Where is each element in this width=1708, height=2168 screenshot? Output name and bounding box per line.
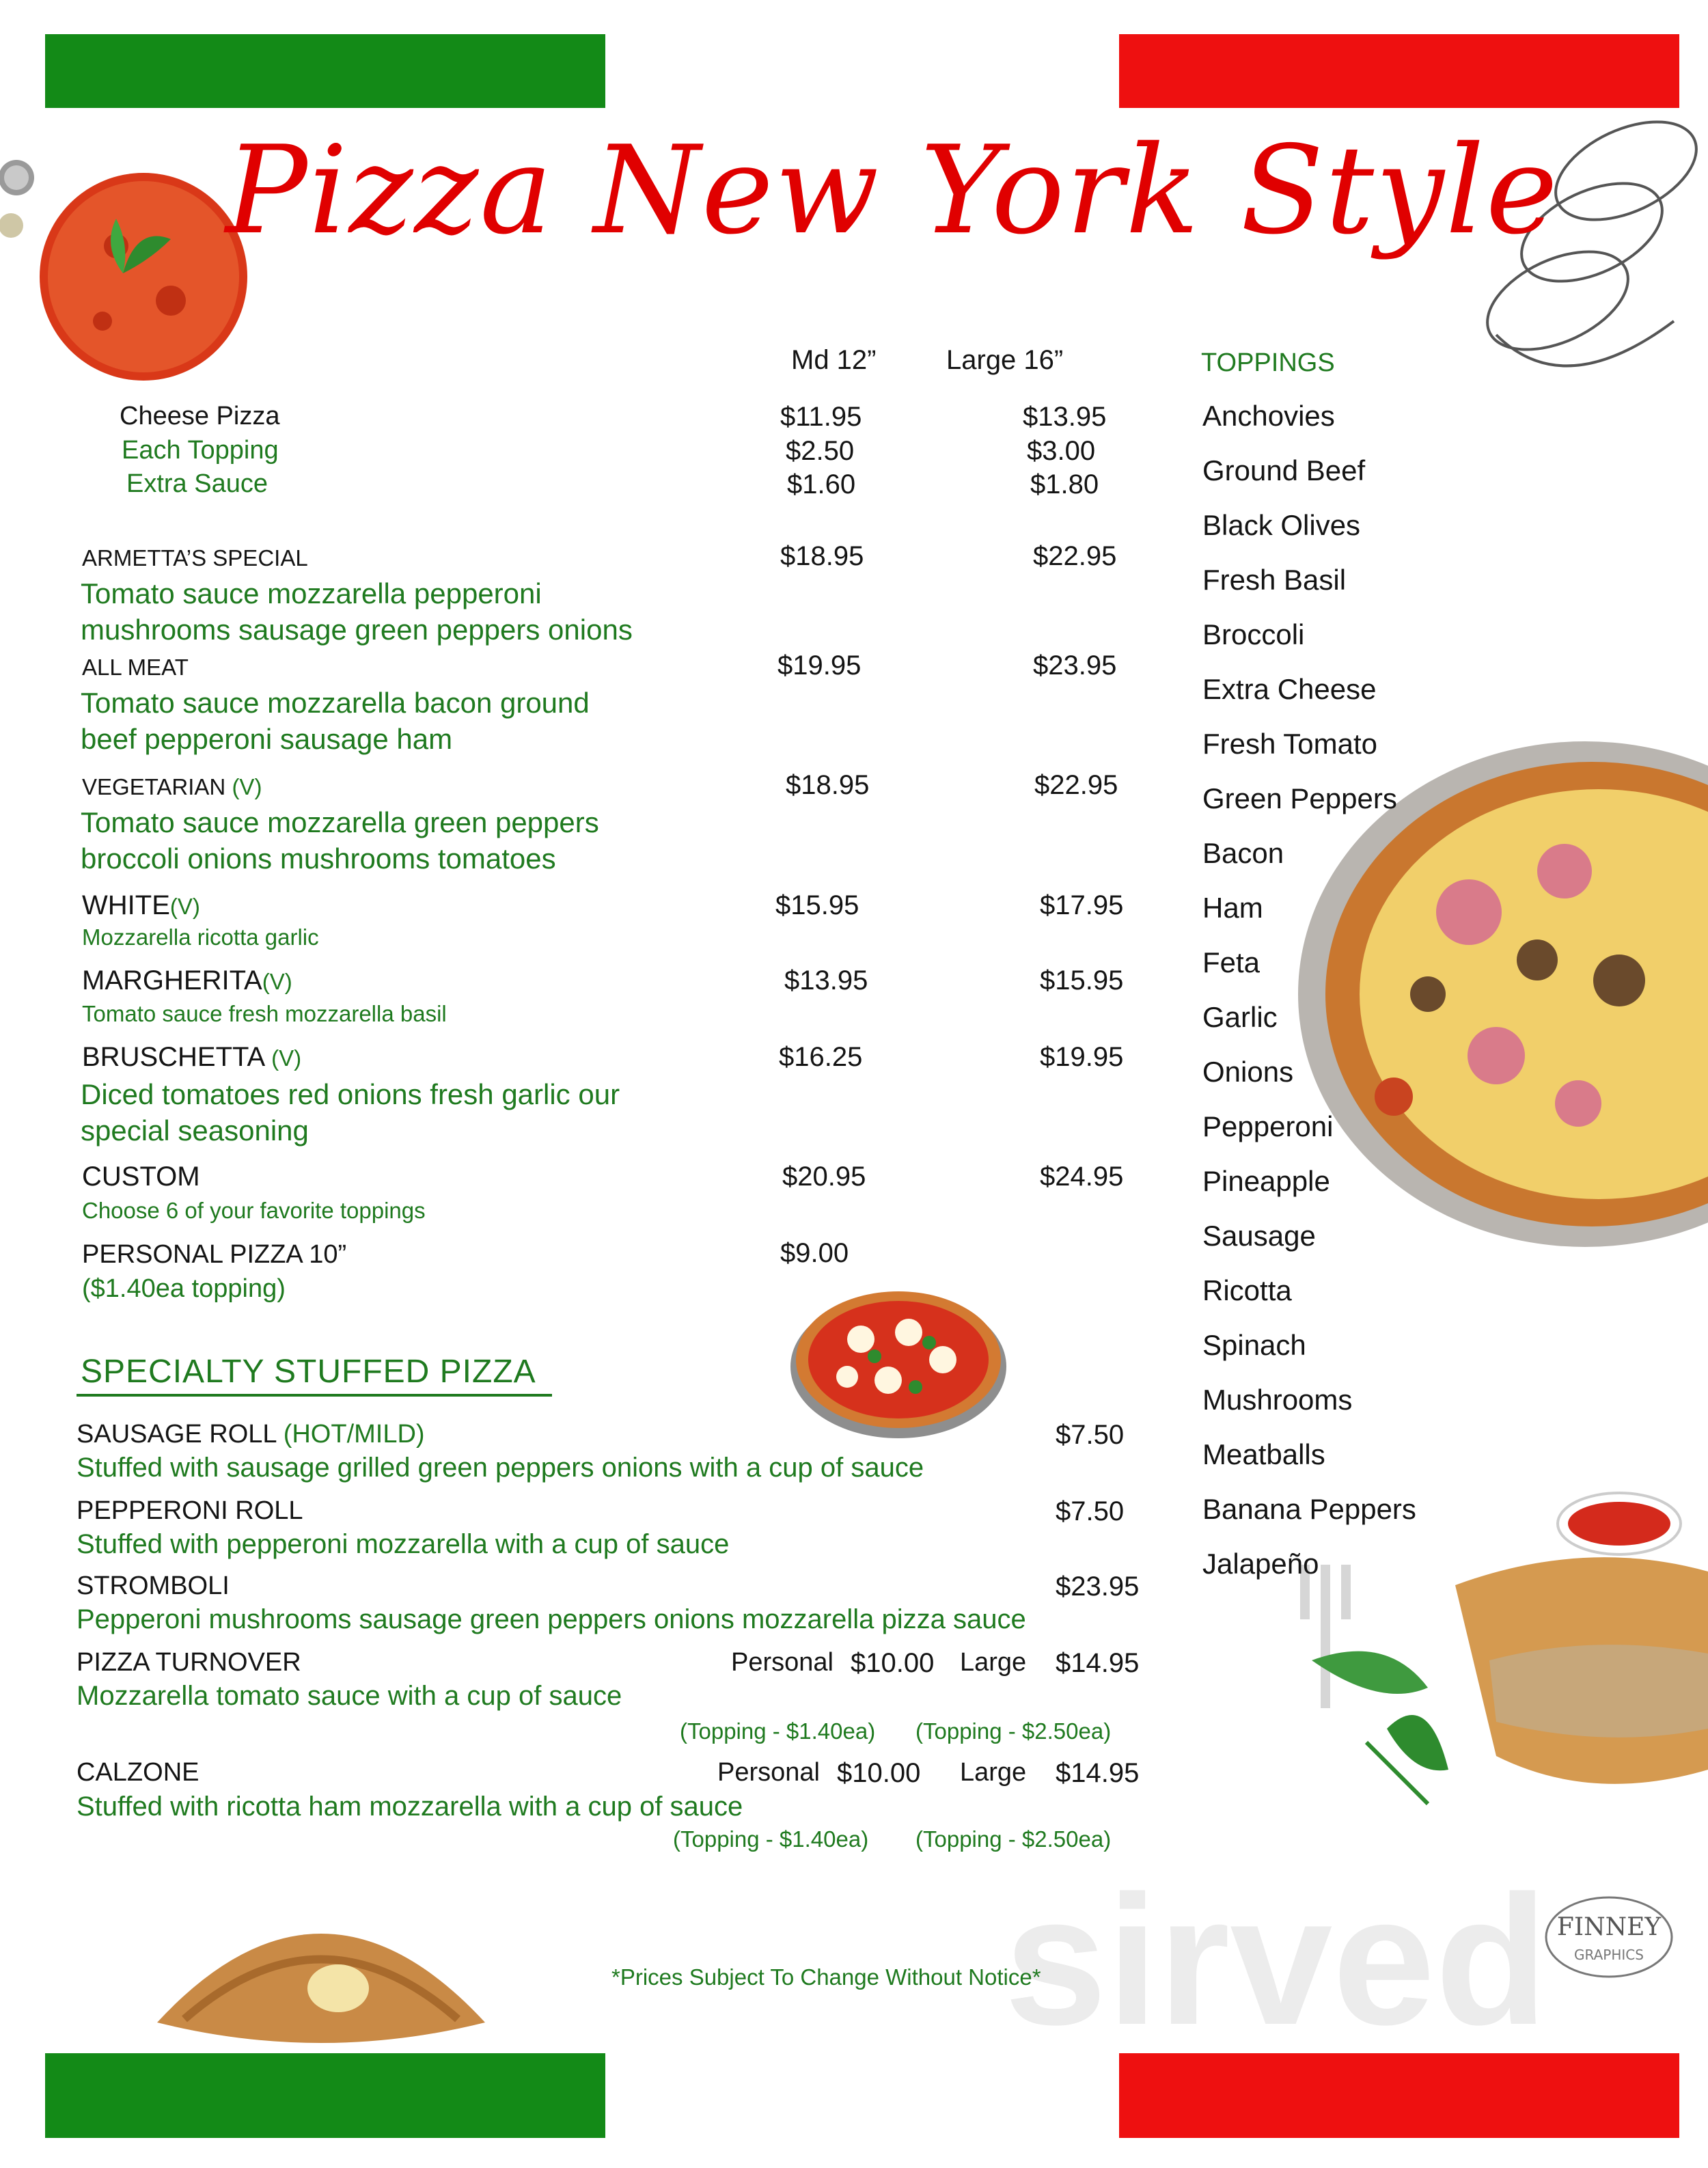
pizza-turnover-topping-large: (Topping - $2.50ea) <box>915 1718 1112 1744</box>
calzone-large-price: $14.95 <box>1056 1758 1140 1788</box>
white-name <box>82 890 200 921</box>
sausage-roll-desc: Stuffed with sausage grilled green peppers onions with a cup of sauce <box>77 1453 924 1483</box>
sirved-watermark: sirved <box>1004 1858 1548 2063</box>
each-topping-lg-price: $3.00 <box>1027 436 1096 466</box>
extra-sauce-label: Extra Sauce <box>126 469 268 498</box>
margherita-lg-price: $15.95 <box>1040 965 1124 996</box>
sausage-roll-suffix: (HOT/MILD) <box>276 1420 425 1449</box>
prices-disclaimer: *Prices Subject To Change Without Notice* <box>611 1964 1041 1990</box>
pepperoni-roll-name: PEPPERONI ROLL <box>77 1496 303 1525</box>
calzone-personal-label: Personal <box>717 1758 820 1787</box>
pizza-turnover-large-label: Large <box>960 1648 1027 1677</box>
pizza-turnover-large-price: $14.95 <box>1056 1648 1140 1678</box>
custom-desc: Choose 6 of your favorite toppings <box>82 1198 426 1223</box>
topping-item: Pepperoni <box>1202 1110 1334 1142</box>
vegetarian-label: VEGETARIAN <box>82 774 226 799</box>
margherita-pizza-image <box>786 1271 1011 1449</box>
finney-logo <box>1541 1893 1677 1981</box>
cheese-pizza-label: Cheese Pizza <box>120 402 280 430</box>
topping-item: Green Peppers <box>1202 782 1397 814</box>
topping-item: Feta <box>1202 946 1261 978</box>
all-meat-desc-line2: beef pepperoni sausage ham <box>81 723 453 755</box>
all-meat-lg-price: $23.95 <box>1033 650 1117 681</box>
stuffed-section-heading: SPECIALTY STUFFED PIZZA <box>81 1354 536 1390</box>
topping-item: Fresh Tomato <box>1202 728 1377 760</box>
personal-pizza-topping-note: ($1.40ea topping) <box>82 1274 286 1303</box>
white-desc: Mozzarella ricotta garlic <box>82 924 319 950</box>
sauce-bowl-image <box>0 143 260 403</box>
vegetarian-lg-price: $22.95 <box>1034 770 1118 800</box>
pizza-turnover-topping-personal: (Topping - $1.40ea) <box>680 1718 876 1744</box>
topping-item: Spinach <box>1202 1329 1306 1361</box>
stuffed-section-underline <box>77 1394 552 1397</box>
custom-name: CUSTOM <box>82 1162 200 1192</box>
white-md-price: $15.95 <box>775 890 859 920</box>
vegetarian-desc-line2: broccoli onions mushrooms tomatoes <box>81 842 556 875</box>
each-topping-label: Each Topping <box>122 436 279 465</box>
bruschetta-lg-price: $19.95 <box>1040 1042 1124 1072</box>
topping-item: Onions <box>1202 1056 1294 1088</box>
custom-lg-price: $24.95 <box>1040 1162 1124 1192</box>
topping-item: Extra Cheese <box>1202 673 1377 705</box>
vegetarian-name <box>82 774 262 800</box>
pizza-turnover-personal-price: $10.00 <box>851 1648 935 1678</box>
calzone-topping-personal: (Topping - $1.40ea) <box>673 1826 869 1852</box>
calzone-personal-price: $10.00 <box>837 1758 921 1788</box>
margherita-label: MARGHERITA <box>82 965 262 996</box>
topping-item: Broccoli <box>1202 618 1305 650</box>
top-left-green-bar <box>45 34 605 108</box>
stromboli-price: $23.95 <box>1056 1572 1140 1602</box>
topping-item: Ricotta <box>1202 1274 1292 1306</box>
margherita-name <box>82 965 292 996</box>
page-title: Pizza New York Style <box>225 120 1560 261</box>
bruschetta-label: BRUSCHETTA <box>82 1042 264 1072</box>
stromboli-desc: Pepperoni mushrooms sausage green peppers onions mozzarella pizza sauce <box>77 1604 1026 1634</box>
armettas-special-md-price: $18.95 <box>780 541 864 571</box>
sausage-roll-price: $7.50 <box>1056 1420 1125 1450</box>
topping-item: Black Olives <box>1202 509 1361 541</box>
personal-pizza-name: PERSONAL PIZZA 10” <box>82 1240 347 1269</box>
top-right-red-bar <box>1119 34 1679 108</box>
vegetarian-md-price: $18.95 <box>786 770 870 800</box>
topping-item: Anchovies <box>1202 400 1335 432</box>
topping-item: Pineapple <box>1202 1165 1330 1197</box>
personal-pizza-price: $9.00 <box>780 1238 849 1268</box>
pizza-turnover-name: PIZZA TURNOVER <box>77 1648 301 1677</box>
all-meat-md-price: $19.95 <box>777 650 862 681</box>
toppings-heading: TOPPINGS <box>1201 348 1335 377</box>
each-topping-md-price: $2.50 <box>786 436 855 466</box>
calzone-image <box>143 1886 499 2070</box>
svg-text:GRAPHICS: GRAPHICS <box>1574 1947 1644 1963</box>
extra-sauce-md-price: $1.60 <box>787 469 856 499</box>
topping-item: Ground Beef <box>1202 454 1366 486</box>
bruschetta-desc-line2: special seasoning <box>81 1114 309 1147</box>
topping-item: Mushrooms <box>1202 1384 1353 1416</box>
stromboli-image <box>1264 1483 1708 1865</box>
vegetarian-desc-line1: Tomato sauce mozzarella green peppers <box>81 806 599 838</box>
bruschetta-desc-line1: Diced tomatoes red onions fresh garlic our <box>81 1078 620 1110</box>
armettas-special-lg-price: $22.95 <box>1033 541 1117 571</box>
calzone-desc: Stuffed with ricotta ham mozzarella with a cup of sauce <box>77 1792 743 1822</box>
topping-item: Garlic <box>1202 1001 1278 1033</box>
extra-sauce-lg-price: $1.80 <box>1030 469 1099 499</box>
pepperoni-roll-desc: Stuffed with pepperoni mozzarella with a cup of sauce <box>77 1529 730 1559</box>
pizza-turnover-personal-label: Personal <box>731 1648 834 1677</box>
calzone-name: CALZONE <box>77 1758 199 1787</box>
cheese-pizza-lg-price: $13.95 <box>1023 402 1107 432</box>
vegetarian-veg-mark: (V) <box>232 774 262 799</box>
bruschetta-veg-mark: (V) <box>271 1045 302 1071</box>
topping-item: Ham <box>1202 892 1263 924</box>
topping-item: Bacon <box>1202 837 1284 869</box>
armettas-special-desc-line2: mushrooms sausage green peppers onions <box>81 614 633 646</box>
all-meat-name: ALL MEAT <box>82 655 189 680</box>
armettas-special-desc-line1: Tomato sauce mozzarella pepperoni <box>81 577 542 609</box>
calzone-large-label: Large <box>960 1758 1027 1787</box>
pepperoni-roll-price: $7.50 <box>1056 1496 1125 1526</box>
all-meat-desc-line1: Tomato sauce mozzarella bacon ground <box>81 687 590 719</box>
pizza-turnover-desc: Mozzarella tomato sauce with a cup of sauce <box>77 1681 622 1711</box>
sausage-roll-name <box>77 1420 425 1449</box>
calzone-topping-large: (Topping - $2.50ea) <box>915 1826 1112 1852</box>
margherita-veg-mark: (V) <box>262 969 292 994</box>
margherita-desc: Tomato sauce fresh mozzarella basil <box>82 1001 447 1026</box>
custom-md-price: $20.95 <box>782 1162 866 1192</box>
large-size-header: Large 16” <box>946 345 1064 375</box>
bruschetta-md-price: $16.25 <box>779 1042 863 1072</box>
topping-item: Jalapeño <box>1202 1548 1319 1580</box>
topping-item: Meatballs <box>1202 1438 1325 1470</box>
topping-item: Banana Peppers <box>1202 1493 1416 1525</box>
cheese-pizza-md-price: $11.95 <box>780 402 862 432</box>
stromboli-name: STROMBOLI <box>77 1572 230 1600</box>
white-lg-price: $17.95 <box>1040 890 1124 920</box>
medium-size-header: Md 12” <box>791 345 877 375</box>
margherita-md-price: $13.95 <box>784 965 868 996</box>
white-veg-mark: (V) <box>169 894 200 919</box>
svg-text:FINNEY: FINNEY <box>1556 1913 1662 1941</box>
topping-item: Fresh Basil <box>1202 564 1347 596</box>
white-label: WHITE <box>82 890 170 920</box>
bruschetta-name <box>82 1042 301 1073</box>
sausage-roll-label: SAUSAGE ROLL <box>77 1420 277 1449</box>
armettas-special-name: ARMETTA’S SPECIAL <box>82 545 308 571</box>
topping-item: Sausage <box>1202 1220 1316 1252</box>
